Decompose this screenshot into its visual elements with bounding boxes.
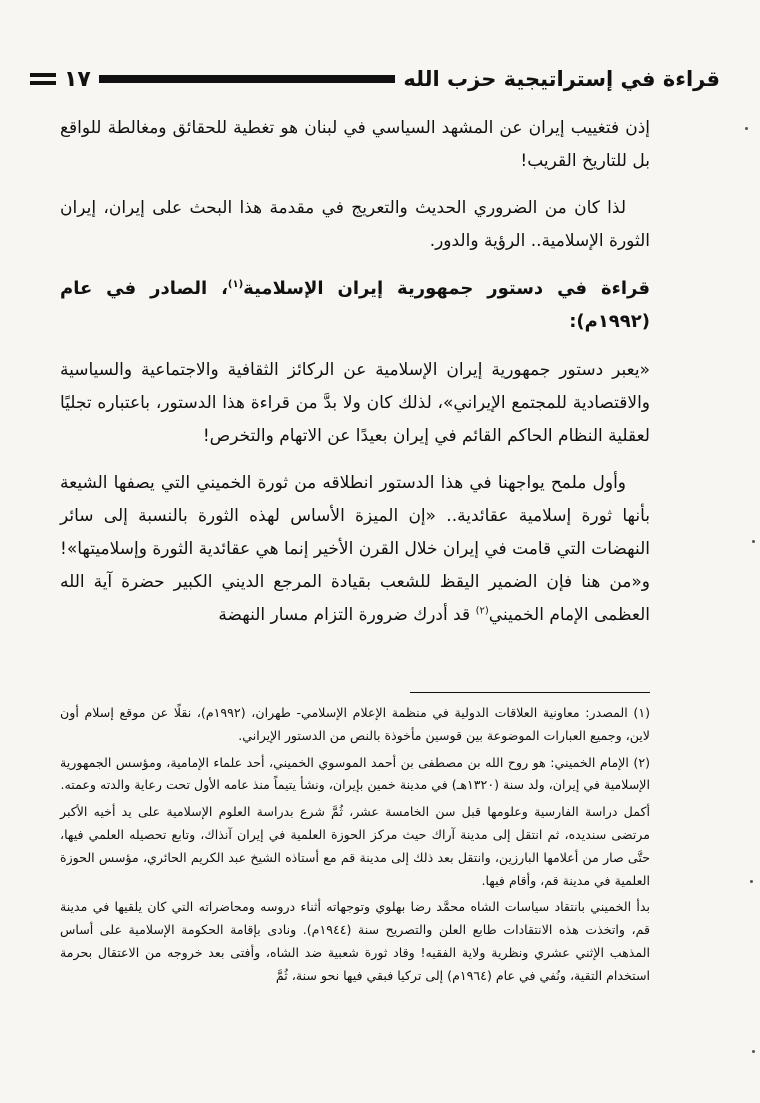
paragraph: «يعبر دستور جمهورية إيران الإسلامية عن الركائز الثقافية والاجتماعية والسياسية والاقتصادية للمجتمع الإيراني»، لذلك كان ولا بدَّ من قراءة هذا الدستور، باعتباره تجليًا لعقلية النظام الحاكم القائم في إيران بعيدًا عن الاتهام والتخرص! (60, 360, 650, 446)
scan-speck (752, 540, 755, 543)
paragraph (60, 467, 650, 632)
body-text (60, 112, 650, 646)
paragraph-text: وأول ملمح يواجهنا في هذا الدستور انطلاقه من ثورة الخميني التي يصفها الشيعة بأنها ثورة إسلامية عقائدية.. «إن الميزة الأساس لهذه الثورة بالنسبة إلى سائر النهضات التي قامت في إيران خلال القرن الأخير إنما هي عقائدية الثورة وإسلاميتها»! و«من هنا فإن الضمير اليقظ للشعب بقيادة المرجع الديني الكبير حضرة آية الله العظمى الإمام الخميني (60, 473, 650, 625)
paragraph-text: قد أدرك ضرورة التزام مسار النهضة (218, 605, 476, 625)
footnote-ref: (١) (227, 279, 244, 290)
footnote: (٢) الإمام الخميني: هو روح الله بن مصطفى بن أحمد الموسوي الخميني، أحد علماء الإمامية، ومؤسس الجمهورية الإسلامية في إيران، ولد سنة (١٣٢٠هـ) في مدينة خمين بإيران، ونشأ يتيماً منذ عامه الأول تحت رعاية والدته وعمته. (60, 754, 650, 793)
footnote: (١) المصدر: معاونية العلاقات الدولية في منظمة الإعلام الإسلامي- طهران، (١٩٩٢م)، نقلًا عن موقع إسلام أون لاين، وجميع العبارات الموضوعة بين قوسين مأخوذة بالنص من الدستور الإيراني. (60, 705, 650, 743)
scan-speck (745, 127, 748, 130)
footnote-separator (410, 692, 650, 693)
section-heading-text: قراءة في دستور جمهورية إيران الإسلامية (243, 278, 651, 299)
section-heading-date: ، الصادر في عام (١٩٩٢م): (60, 278, 650, 332)
paragraph: إذن فتغييب إيران عن المشهد السياسي في لبنان هو تغطية للحقائق ومغالطة للواقع بل للتاريخ القريب! (60, 118, 650, 171)
running-title: قراءة في إستراتيجية حزب الله (403, 67, 720, 91)
header-rule (99, 75, 395, 83)
running-header (30, 62, 720, 96)
footnote: بدأ الخميني بانتقاد سياسات الشاه محمَّد رضا بهلوي وتوجهاته أثناء دروسه ومحاضراته التي كان يلقيها في مدينة قم، واتخذت هذه الانتقادات طابع العلن والتصريح سنة (١٩٤٤م). ونادى بإقامة الحكومة الإسلامية على أساس المذهب الإثني عشري ونظرية ولاية الفقيه! وقاد ثورة شعبية ضد الشاه، وأفتى بعد خروجه من الاعتقال بحرمة استخدام التقية، ونُفي في عام (١٩٦٤م) إلى تركيا فبقي فيها نحو سنة، ثُمَّ (60, 899, 650, 983)
footnote-ref: (٢) (475, 605, 489, 617)
scan-speck (752, 1050, 755, 1053)
footnote: أكمل دراسة الفارسية وعلومها قبل سن الخامسة عشر، ثُمَّ شرع بدراسة العلوم الإسلامية على يد أخيه الأكبر مرتضى سنديده، ثم انتقل إلى مدينة آراك حيث مركز الحوزة العلمية في إيران آنذاك، وتابع تحصيله العلمي فيها، حتَّى صار من أعلامها البارزين، وانتقل بعد ذلك إلى مدينة قم مع أستاذه الشيخ عبد الكريم الحائري، مؤسس الحوزة العلمية في مدينة قم، وأقام فيها. (60, 804, 650, 888)
page-number-ornament (30, 73, 56, 85)
footnotes (60, 702, 650, 992)
scan-speck (750, 880, 753, 883)
page-number: ١٧ (64, 66, 91, 92)
section-heading (60, 272, 650, 338)
paragraph: لذا كان من الضروري الحديث والتعريج في مقدمة هذا البحث على إيران، إيران الثورة الإسلامية.. الرؤية والدور. (60, 198, 650, 251)
